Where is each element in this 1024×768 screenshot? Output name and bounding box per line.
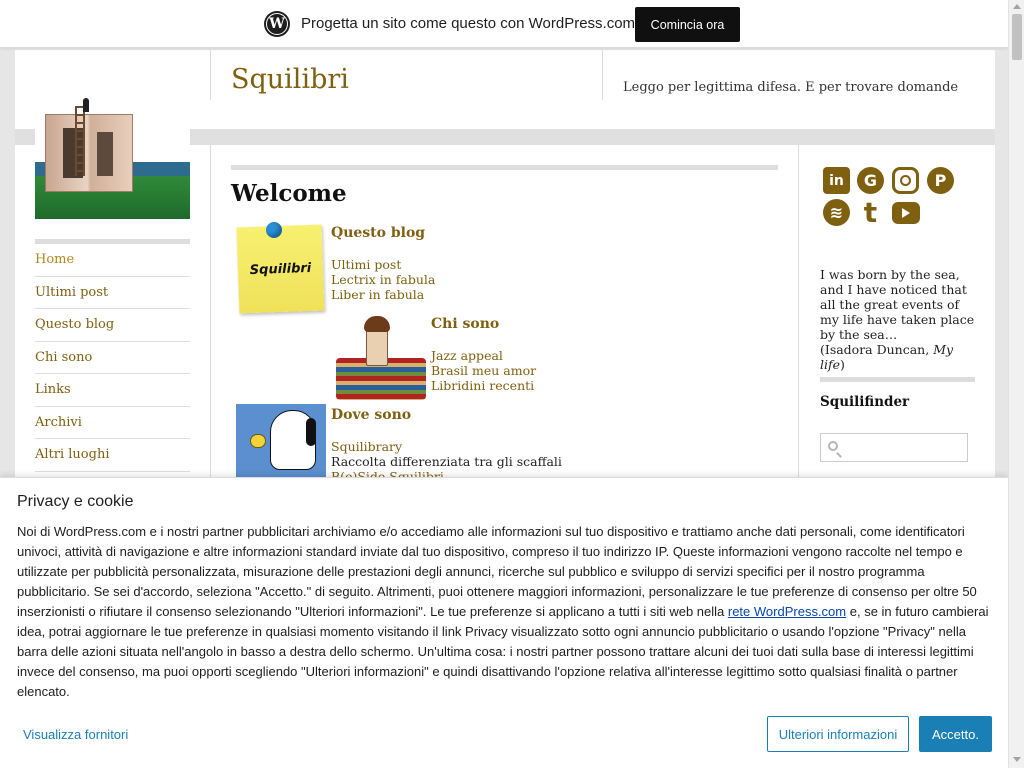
header-image[interactable] <box>35 98 190 219</box>
wordpress-network-link[interactable]: rete WordPress.com <box>727 604 847 619</box>
block-link[interactable]: Lectrix in fabula <box>331 272 436 287</box>
nav-item-chi-sono[interactable]: Chi sono <box>35 342 190 375</box>
wordpress-logo-icon[interactable]: W <box>264 11 290 37</box>
widget-divider <box>820 377 975 382</box>
sidebar-nav <box>35 244 190 472</box>
block-title-dove-sono[interactable]: Dove sono <box>331 407 412 423</box>
linkedin-icon[interactable]: in <box>823 167 850 194</box>
promo-text[interactable]: Progetta un sito come questo con WordPress.com <box>301 15 636 32</box>
page-scrollbar[interactable] <box>1008 0 1024 768</box>
instagram-icon[interactable] <box>892 167 919 194</box>
block-link[interactable]: Libridini recenti <box>431 378 535 393</box>
content-divider <box>798 145 799 485</box>
pinterest-icon[interactable]: P <box>927 167 954 194</box>
snoopy-image[interactable] <box>236 404 326 484</box>
site-title[interactable]: Squilibri <box>231 64 349 95</box>
cookie-banner <box>0 477 1008 768</box>
scroll-down-icon[interactable] <box>1013 757 1021 762</box>
block-link[interactable]: Squilibrary <box>331 439 403 454</box>
postit-image[interactable] <box>237 225 325 314</box>
quote-work: My life <box>820 342 954 372</box>
youtube-icon[interactable] <box>892 202 920 224</box>
site-description: Leggo per legittima difesa. E per trovare domande <box>623 80 959 95</box>
nav-item-questo-blog[interactable]: Questo blog <box>35 309 190 342</box>
block-link[interactable]: Jazz appeal <box>431 348 503 363</box>
search-box[interactable] <box>820 433 968 462</box>
search-input[interactable] <box>843 437 963 459</box>
sidebar-quote <box>820 267 980 372</box>
block-links-chi-sono <box>431 348 536 393</box>
cookie-text-part: e, se in futuro cambierai idea, potrai aggiornare le tue preferenze in qualsiasi momento visitando il link Privacy visualizzato sotto ogni annuncio pubblicitario o usando l'opzione "Privacy" nella barra delle azioni situata nell'angolo in basso a destra dello schermo. Un'ultima cosa: i nostri partner possono trattare alcuni dei tuoi dati sulla base di interessi legittimi invece del consenso, ma puoi opporti scegliendo "Ulteriori informazioni" e quindi disattivando l'opzione relativa all'interesse legittimo sotto qualsiasi finalità o partner elencato. <box>17 604 989 699</box>
nav-item-archivi[interactable]: Archivi <box>35 407 190 440</box>
search-icon <box>828 441 838 451</box>
cookie-text-part: Noi di WordPress.com e i nostri partner pubblicitari archiviamo e/o accediamo alle informazioni sul tuo dispositivo e trattiamo anche dati personali, come identificatori univoci, attività di navigazione e altre informazioni standard inviate dal tuo dispositivo, compreso il tuo indirizzo IP. Queste informazioni vengono raccolte nel tempo e utilizzate per pubblicità personalizzata, misurazione delle prestazioni degli annunci, ricerche sul pubblico e sviluppo di servizi specifici per il nostro programma pubblicitario. Se sei d'accordo, seleziona "Accetto." di seguito. Altrimenti, puoi ottenere maggiori informazioni, personalizzare le tue preferenze di consenso per oltre 50 inserzionisti o rifiutare il consenso selezionando "Ulteriori informazioni". Le tue preferenze si applicano a tutti i siti web nella <box>17 524 977 619</box>
matilda-image[interactable] <box>336 316 426 400</box>
block-title-chi-sono[interactable]: Chi sono <box>431 316 500 332</box>
scroll-up-icon[interactable] <box>1013 4 1021 9</box>
block-text: Raccolta differenziata tra gli scaffali <box>331 454 562 469</box>
scroll-thumb[interactable] <box>1012 14 1022 60</box>
widget-title: Squilifinder <box>820 394 910 410</box>
quote-text: I was born by the sea, and I have noticed that all the great events of my life have taken place by the sea… <box>820 267 975 342</box>
content-divider <box>210 145 211 485</box>
postit-label: Squilibri <box>249 260 312 278</box>
quote-author: (Isadora Duncan, <box>820 342 934 357</box>
wordpress-promo-bar <box>0 0 1008 48</box>
google-icon[interactable]: G <box>857 167 884 194</box>
entry-divider <box>231 165 778 170</box>
accept-button[interactable]: Accetto. <box>919 716 992 752</box>
start-now-button[interactable]: Comincia ora <box>635 7 740 42</box>
more-info-button[interactable]: Ulteriori informazioni <box>767 716 909 752</box>
tumblr-icon[interactable]: t <box>863 196 878 229</box>
nav-item-links[interactable]: Links <box>35 374 190 407</box>
view-vendors-link[interactable]: Visualizza fornitori <box>23 727 129 742</box>
block-link[interactable]: Ultimi post <box>331 257 402 272</box>
nav-item-ultimi-post[interactable]: Ultimi post <box>35 277 190 310</box>
entry-title: Welcome <box>231 180 347 207</box>
nav-item-home[interactable]: Home <box>35 244 190 277</box>
cookie-title: Privacy e cookie <box>17 493 134 510</box>
pin-icon <box>266 222 282 238</box>
cookie-text <box>17 522 992 702</box>
quote-close: ) <box>840 357 845 372</box>
spotify-icon[interactable]: ≋ <box>823 199 850 226</box>
header-divider <box>210 50 211 100</box>
block-link[interactable]: Brasil meu amor <box>431 363 537 378</box>
nav-item-altri-luoghi[interactable]: Altri luoghi <box>35 439 190 472</box>
block-link[interactable]: Liber in fabula <box>331 287 425 302</box>
header-divider <box>602 50 603 100</box>
block-title-questo-blog[interactable]: Questo blog <box>331 225 426 241</box>
block-links-questo-blog <box>331 257 435 302</box>
